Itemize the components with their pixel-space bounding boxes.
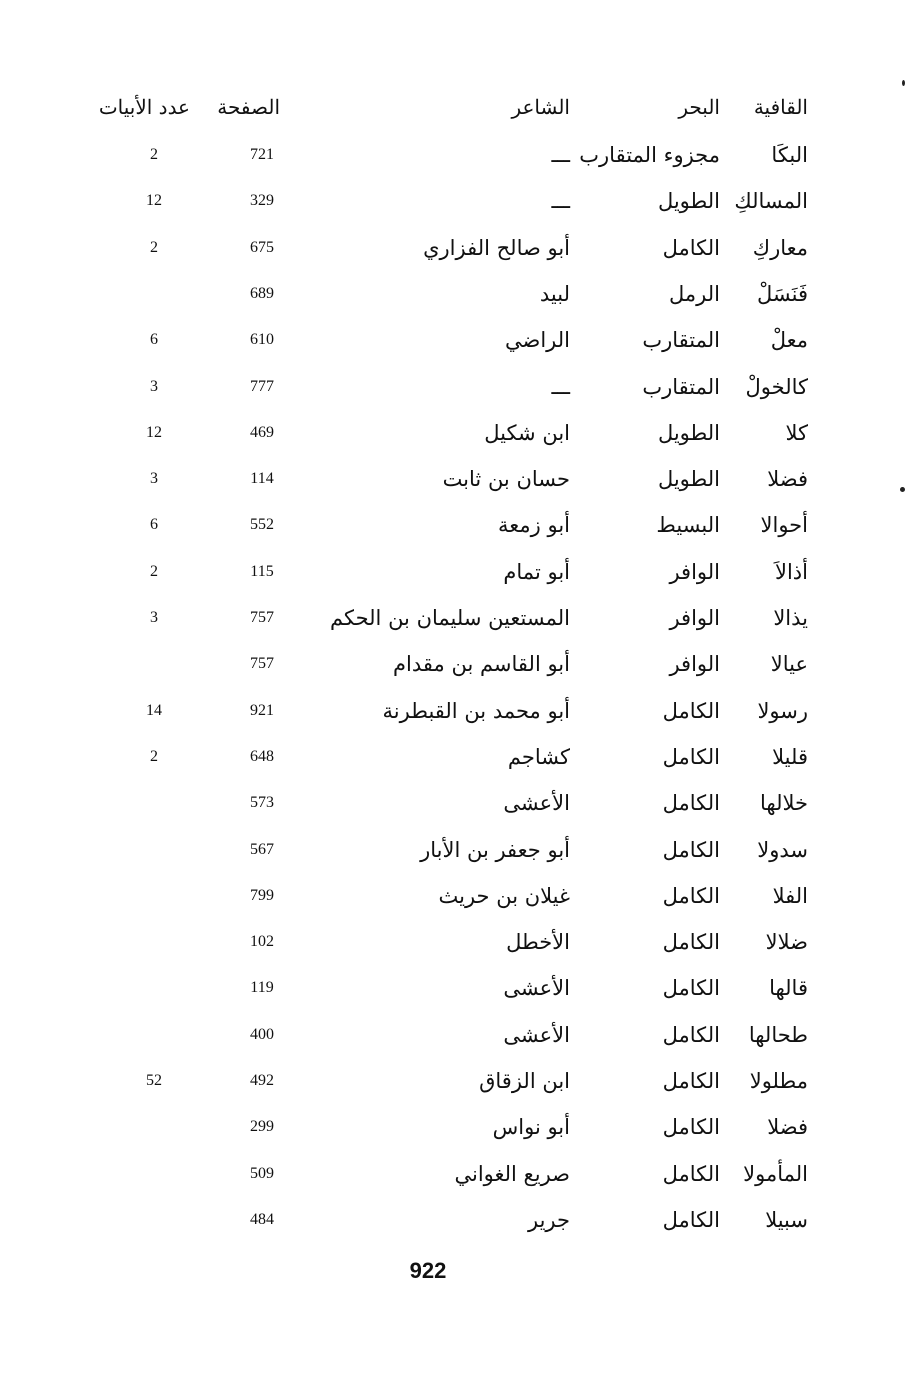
page-cell: 114	[250, 470, 274, 487]
page-cell: 469	[250, 424, 274, 441]
rhyme-cell: رسولا	[757, 699, 808, 723]
rhyme-cell: طحالها	[748, 1023, 808, 1047]
poet-cell: الراضي	[505, 328, 570, 352]
count-cell: 52	[146, 1072, 162, 1089]
meter-cell: الكامل	[662, 1208, 720, 1232]
page-cell: 921	[250, 702, 274, 719]
meter-cell: الوافر	[669, 606, 720, 630]
rhyme-cell: قليلا	[772, 745, 808, 769]
table-row	[0, 927, 906, 973]
meter-cell: الكامل	[662, 745, 720, 769]
poet-cell: الأعشى	[503, 1023, 570, 1047]
poet-cell: ـــ	[551, 143, 570, 167]
page-cell: 102	[250, 933, 274, 950]
table-row	[0, 186, 906, 232]
poet-cell: أبو تمام	[503, 560, 570, 584]
rhyme-cell: المسالكِ	[734, 189, 808, 213]
poet-cell: ـــ	[551, 375, 570, 399]
meter-cell: الكامل	[662, 236, 720, 260]
page-cell: 573	[250, 794, 274, 811]
page-cell: 799	[250, 887, 274, 904]
page-cell: 552	[250, 516, 274, 533]
page-cell: 610	[250, 331, 274, 348]
table-row	[0, 742, 906, 788]
poet-cell: صريع الغواني	[454, 1162, 570, 1186]
meter-cell: المتقارب	[642, 375, 720, 399]
table-row	[0, 603, 906, 649]
poet-cell: أبو زمعة	[498, 513, 570, 537]
poet-cell: أبو القاسم بن مقدام	[393, 652, 570, 676]
count-cell: 12	[146, 192, 162, 209]
page-cell: 400	[250, 1026, 274, 1043]
header-count: عدد الأبيات	[98, 95, 190, 119]
poet-cell: ابن شكيل	[484, 421, 570, 445]
page-cell: 757	[250, 609, 274, 626]
meter-cell: الكامل	[662, 699, 720, 723]
poet-cell: المستعين سليمان بن الحكم	[330, 606, 570, 630]
page-cell: 721	[250, 146, 274, 163]
rhyme-cell: يذالا	[773, 606, 808, 630]
table-row	[0, 325, 906, 371]
count-cell: 12	[146, 424, 162, 441]
count-cell: 14	[146, 702, 162, 719]
meter-cell: المتقارب	[642, 328, 720, 352]
poet-cell: جرير	[528, 1208, 570, 1232]
table-row	[0, 1066, 906, 1112]
table-row	[0, 1020, 906, 1066]
rhyme-cell: المأمولا	[743, 1162, 808, 1186]
margin-speck	[902, 80, 905, 86]
poet-cell: حسان بن ثابت	[442, 467, 570, 491]
meter-cell: الكامل	[662, 930, 720, 954]
poet-cell: أبو جعفر بن الأبار	[420, 838, 570, 862]
count-cell: 3	[150, 470, 158, 487]
count-cell: 2	[150, 146, 158, 163]
count-cell: 3	[150, 378, 158, 395]
rhyme-cell: سدولا	[757, 838, 808, 862]
count-cell: 2	[150, 563, 158, 580]
poet-cell: أبو محمد بن القبطرنة	[382, 699, 570, 723]
poet-cell: كشاجم	[507, 745, 570, 769]
meter-cell: الطويل	[657, 421, 720, 445]
rhyme-cell: أحوالا	[760, 513, 808, 537]
rhyme-cell: معلْ	[770, 328, 808, 352]
poet-cell: الأخطل	[506, 930, 570, 954]
table-row	[0, 788, 906, 834]
header-rhyme: القافية	[753, 95, 808, 119]
table-row	[0, 1159, 906, 1205]
table-row	[0, 835, 906, 881]
poet-cell: أبو صالح الفزاري	[423, 236, 570, 260]
count-cell: 2	[150, 748, 158, 765]
meter-cell: الوافر	[669, 560, 720, 584]
poet-cell: أبو نواس	[492, 1115, 570, 1139]
rhyme-cell: كالخولْ	[745, 375, 808, 399]
page-cell: 492	[250, 1072, 274, 1089]
poet-cell: ابن الزقاق	[479, 1069, 570, 1093]
header-meter: البحر	[678, 95, 720, 119]
page-cell: 648	[250, 748, 274, 765]
page-cell: 484	[250, 1211, 274, 1228]
meter-cell: الكامل	[662, 884, 720, 908]
meter-cell: الكامل	[662, 1162, 720, 1186]
table-row	[0, 881, 906, 927]
table-row	[0, 557, 906, 603]
page-cell: 757	[250, 655, 274, 672]
count-cell: 6	[150, 331, 158, 348]
page-cell: 567	[250, 841, 274, 858]
meter-cell: الكامل	[662, 791, 720, 815]
rhyme-cell: فضلا	[767, 1115, 808, 1139]
rhyme-cell: ضلالا	[765, 930, 808, 954]
page-cell: 777	[250, 378, 274, 395]
page-number: 922	[409, 1258, 447, 1283]
count-cell: 2	[150, 239, 158, 256]
page-cell: 299	[250, 1118, 274, 1135]
rhyme-cell: أذالاَ	[775, 560, 808, 584]
header-page: الصفحة	[217, 95, 280, 119]
table-row	[0, 233, 906, 279]
meter-cell: الكامل	[662, 1069, 720, 1093]
poet-cell: الأعشى	[503, 976, 570, 1000]
meter-cell: الطويل	[657, 467, 720, 491]
rhyme-cell: الفلا	[772, 884, 808, 908]
meter-cell: مجزوء المتقارب	[579, 143, 720, 167]
count-cell: 6	[150, 516, 158, 533]
rhyme-cell: سبيلا	[765, 1208, 808, 1232]
table-row	[0, 372, 906, 418]
table-row	[0, 696, 906, 742]
header-poet: الشاعر	[511, 95, 570, 119]
page-cell: 115	[250, 563, 274, 580]
table-header	[0, 92, 906, 138]
table-row	[0, 973, 906, 1019]
rhyme-cell: معاركِ	[752, 236, 808, 260]
table-row	[0, 140, 906, 186]
margin-speck	[900, 487, 905, 492]
meter-cell: الكامل	[662, 976, 720, 1000]
table-row	[0, 1205, 906, 1251]
rhyme-cell: مطلولا	[749, 1069, 808, 1093]
rhyme-cell: قالها	[769, 976, 808, 1000]
rhyme-cell: كلا	[785, 421, 808, 445]
rhyme-cell: فضلا	[767, 467, 808, 491]
meter-cell: الكامل	[662, 838, 720, 862]
meter-cell: الوافر	[669, 652, 720, 676]
meter-cell: الطويل	[657, 189, 720, 213]
meter-cell: الكامل	[662, 1115, 720, 1139]
poet-cell: لبيد	[539, 282, 570, 306]
count-cell: 3	[150, 609, 158, 626]
table-row	[0, 418, 906, 464]
rhyme-cell: خلالها	[760, 791, 808, 815]
rhyme-cell: فَنَسَلْ	[756, 282, 808, 306]
meter-cell: الرمل	[669, 282, 720, 306]
table-row	[0, 464, 906, 510]
poet-cell: ـــ	[551, 189, 570, 213]
page-cell: 329	[250, 192, 274, 209]
table-row	[0, 279, 906, 325]
rhyme-cell: البكَا	[771, 143, 808, 167]
table-row	[0, 1112, 906, 1158]
page-cell: 689	[250, 285, 274, 302]
table-row	[0, 510, 906, 556]
page-cell: 119	[250, 979, 274, 996]
poet-cell: غيلان بن حريث	[438, 884, 570, 908]
page-cell: 509	[250, 1165, 274, 1182]
poet-cell: الأعشى	[503, 791, 570, 815]
meter-cell: البسيط	[656, 513, 720, 537]
rhyme-cell: عيالا	[770, 652, 808, 676]
table-row	[0, 649, 906, 695]
page-cell: 675	[250, 239, 274, 256]
meter-cell: الكامل	[662, 1023, 720, 1047]
